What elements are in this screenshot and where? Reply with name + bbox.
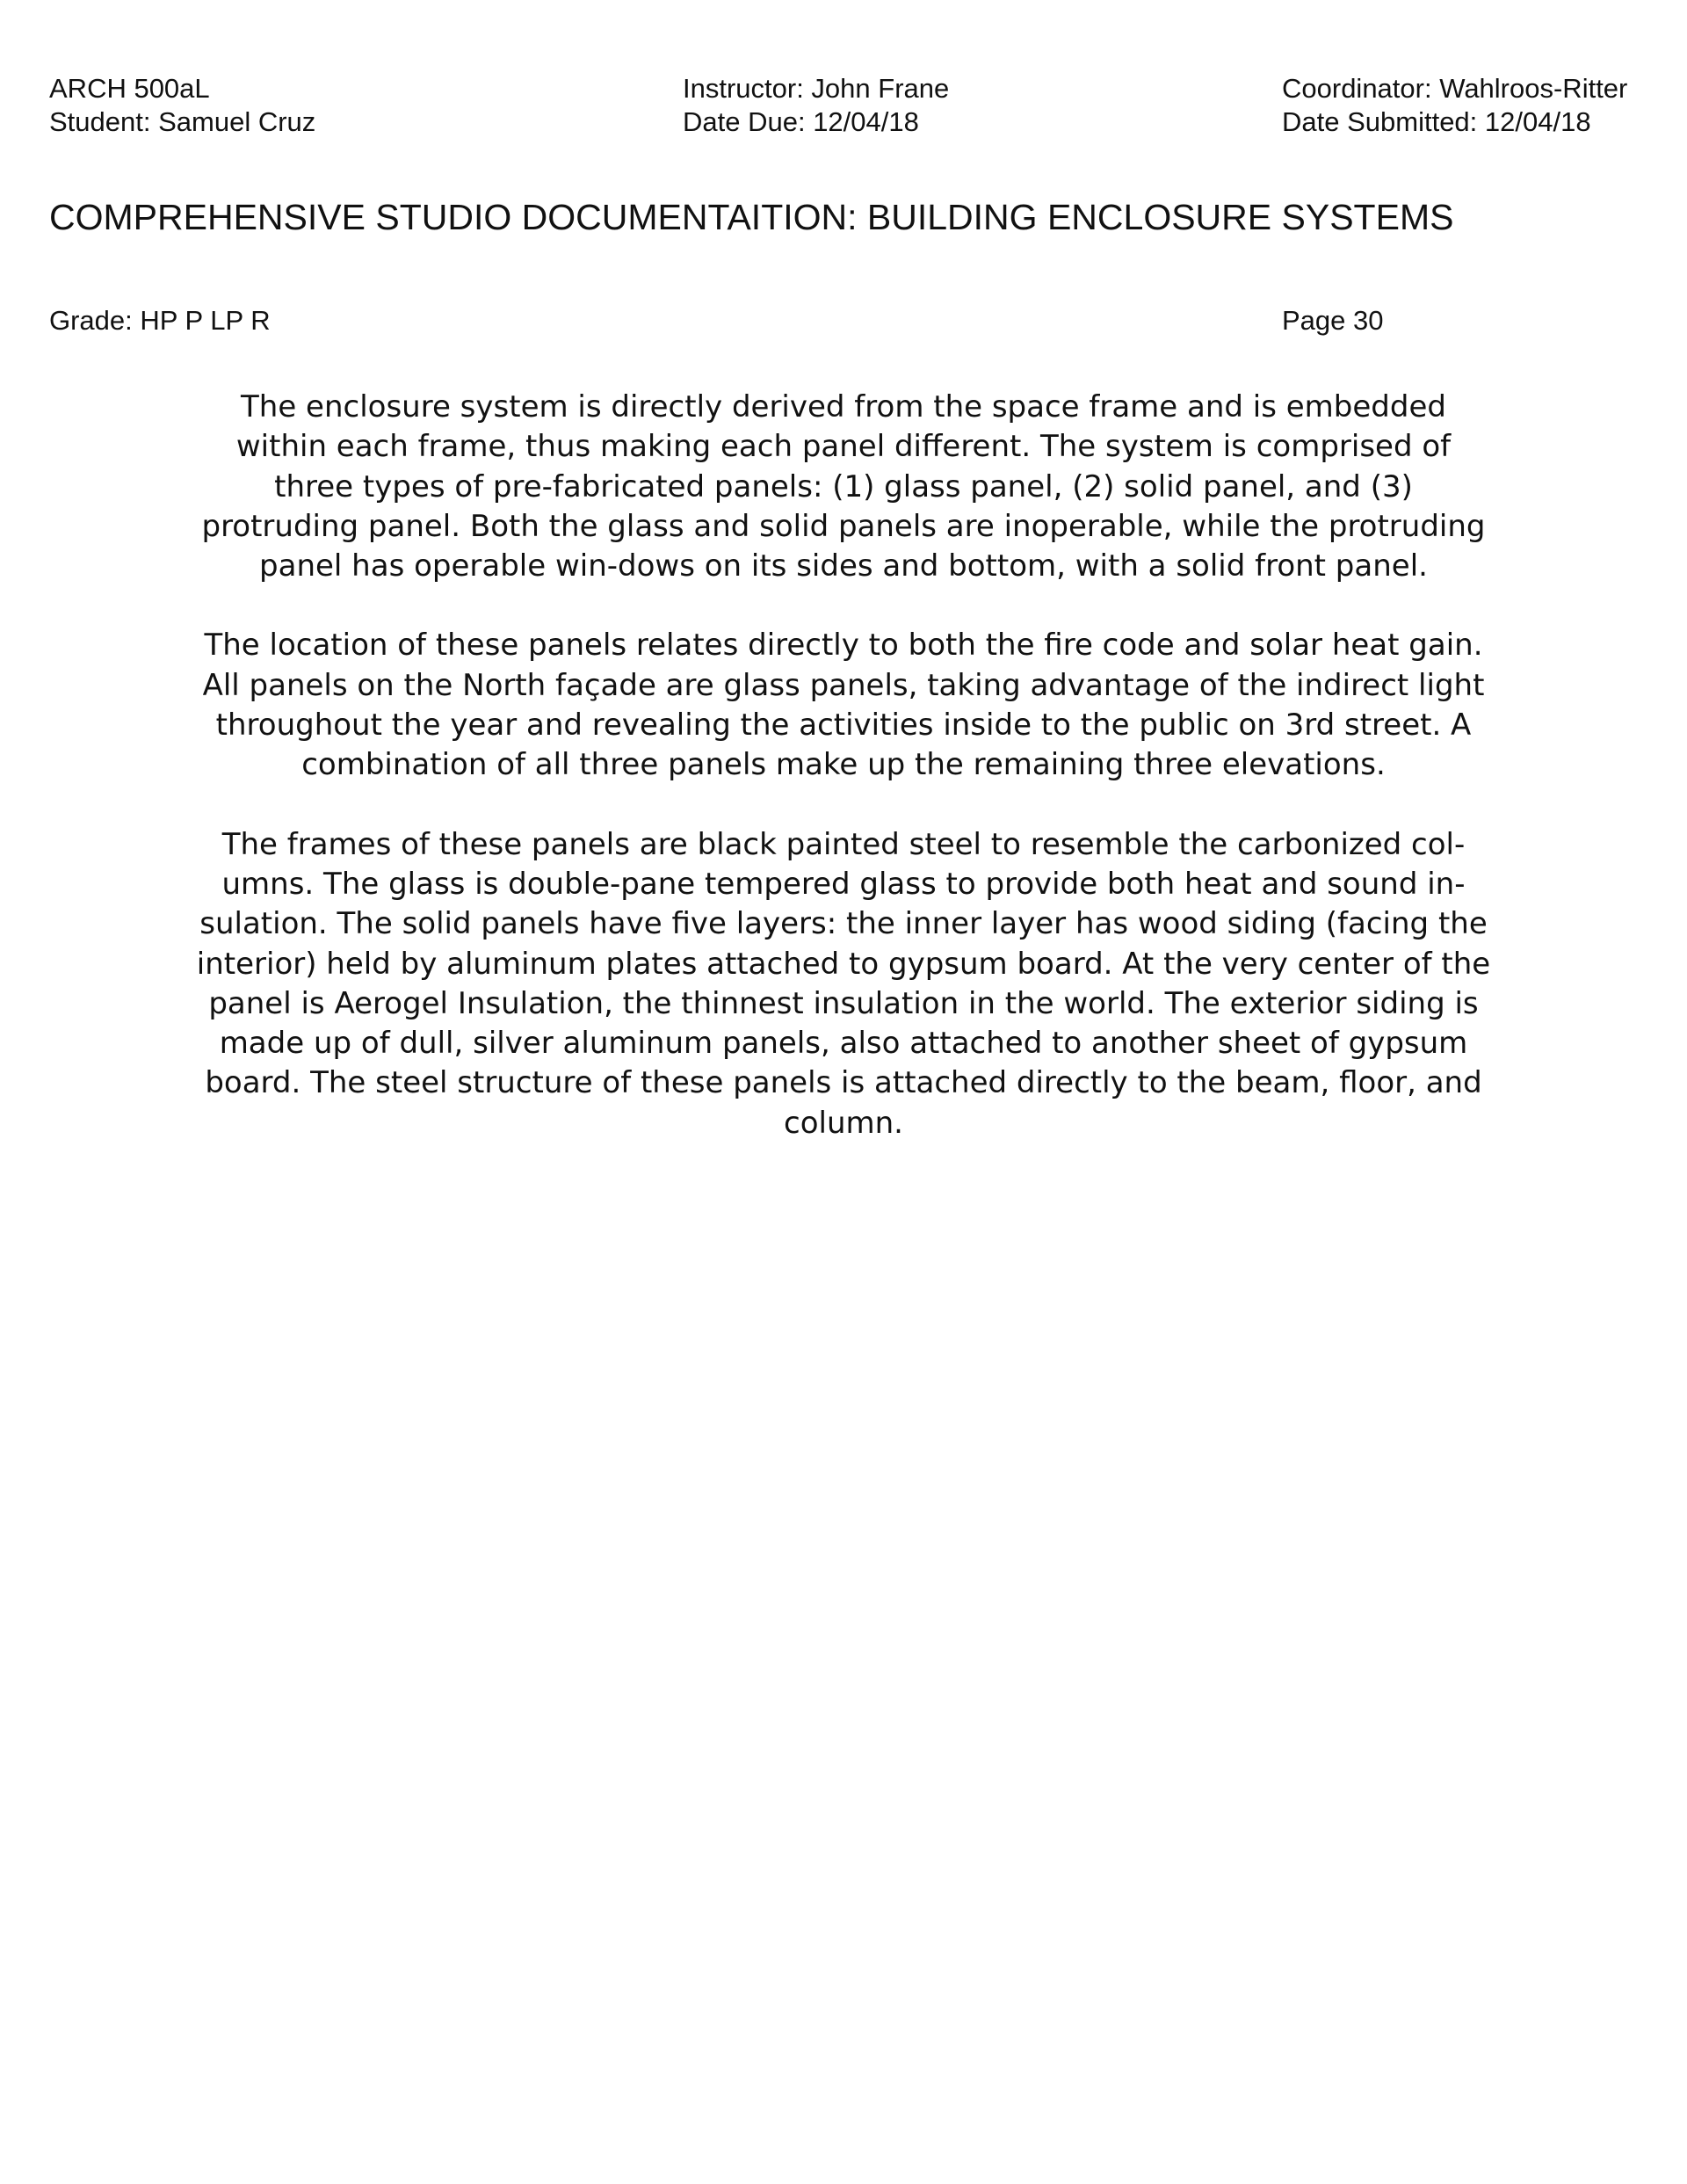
coordinator-name: Coordinator: Wahlroos-Ritter [1282, 73, 1628, 104]
header-right-block [1282, 72, 1627, 139]
paragraph: The enclosure system is directly derived from the space frame and is embedded within each frame, thus making each panel different. The system is comprised of three types of pre-fabricated panels: (1) glass panel, (2) solid panel, and (3) protruding panel. Both the glass and solid panels are inoperable, while the protruding panel has operable win-dows on its sides and bottom, with a solid front panel. [201, 389, 1486, 584]
header-left-block [49, 72, 315, 139]
paragraph: The frames of these panels are black painted steel to resemble the carbonized col-umns. The glass is double-pane tempered glass to provide both heat and sound in-sulation. The solid panels have five layers: the inner layer has wood siding (facing the interior) held by aluminum plates attached to gypsum board. At the very center of the panel is Aerogel Insulation, the thinnest insulation in the world. The exterior siding is made up of dull, silver aluminum panels, also attached to another sheet of gypsum board. The steel structure of these panels is attached directly to the beam, floor, and column. [196, 826, 1491, 1141]
grade-line: Grade: HP P LP R [49, 305, 271, 336]
date-due: Date Due: 12/04/18 [683, 106, 919, 137]
header-middle-block [683, 72, 949, 139]
course-code: ARCH 500aL [49, 73, 210, 104]
paragraph: The location of these panels relates directly to both the fire code and solar heat gain. All panels on the North façade are glass panels, taking advantage of the indirect light throughout the year and revealing the activities inside to the public on 3rd street. A combination of all three panels make up the remaining three elevations. [202, 628, 1485, 783]
document-title: COMPREHENSIVE STUDIO DOCUMENTAITION: BUILDING ENCLOSURE SYSTEMS [49, 197, 1454, 237]
page-number: Page 30 [1282, 305, 1384, 336]
student-name: Student: Samuel Cruz [49, 106, 316, 137]
date-submitted: Date Submitted: 12/04/18 [1282, 106, 1591, 137]
body-text [193, 388, 1494, 1183]
instructor-name: Instructor: John Frane [683, 73, 950, 104]
